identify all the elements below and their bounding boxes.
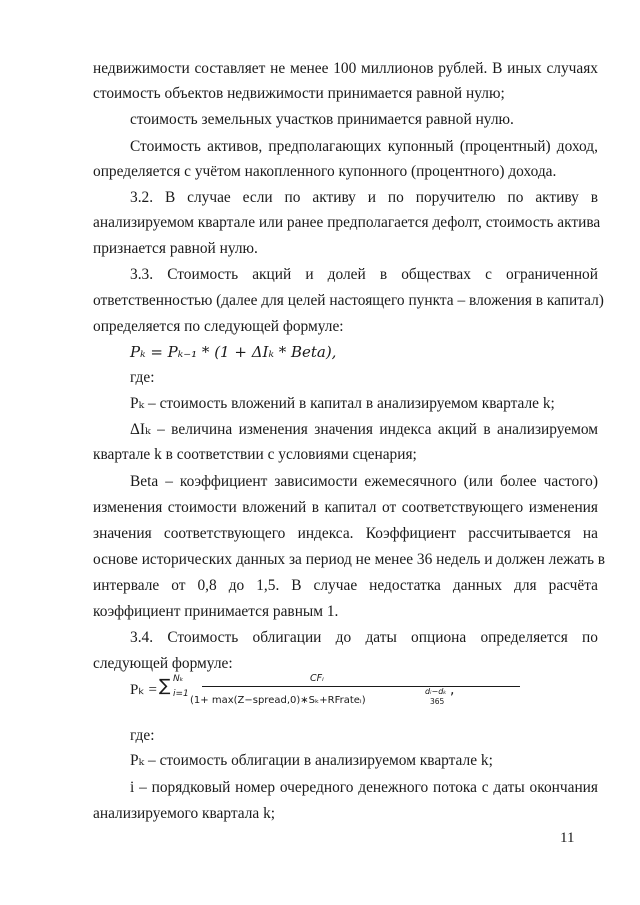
formula-exponent-denominator: 365: [430, 697, 445, 706]
text-line: основе исторических данных за период не менее 36 недель и должен лежать в: [93, 551, 606, 568]
text-line: значения соответствующего индекса. Коэффициент рассчитывается на: [93, 525, 598, 542]
text-line: признается равной нулю.: [93, 240, 258, 257]
formula-equity-value: Pₖ = Pₖ₋₁ * (1 + ΔIₖ * Beta),: [130, 343, 337, 361]
text-line: Beta – коэффициент зависимости ежемесячного (или более частого): [130, 473, 598, 490]
text-line: где:: [130, 727, 155, 744]
sum-upper-limit: Nₖ: [173, 674, 184, 684]
text-line: изменения стоимости вложений в капитал от соответствующего изменения: [93, 499, 598, 516]
text-line: i – порядковый номер очередного денежного потока с даты окончания: [130, 779, 598, 796]
text-line: анализируемом квартале или ранее предполагается дефолт, стоимость актива: [93, 214, 601, 231]
text-line: 3.2. В случае если по активу и по поручителю по активу в: [130, 189, 598, 206]
text-line: стоимость объектов недвижимости принимается равной нулю;: [93, 85, 505, 102]
formula-denominator: (1+ max(Z−spread,0)∗Sₖ+RFrateᵢ): [190, 695, 366, 706]
sum-symbol: ∑: [159, 676, 171, 696]
text-line: ΔIₖ – величина изменения значения индекса акций в анализируемом: [130, 421, 598, 438]
formula-exponent: dᵢ−dₖ: [425, 687, 447, 696]
sum-lower-limit: i=1: [173, 689, 189, 699]
text-line: анализируемого квартала k;: [93, 805, 276, 822]
formula-numerator: CFᵢ: [310, 673, 324, 684]
text-line: следующей формуле:: [93, 655, 233, 672]
text-line: стоимость земельных участков принимается равной нулю.: [130, 111, 514, 128]
text-line: определяется с учётом накопленного купонного (процентного) дохода.: [93, 163, 557, 180]
text-line: ответственностью (далее для целей настоящего пункта – вложения в капитал): [93, 292, 604, 309]
fraction-bar: [202, 686, 520, 687]
text-line: интервале от 0,8 до 1,5. В случае недостатка данных для расчёта: [93, 577, 598, 594]
formula-comma: ,: [450, 682, 455, 698]
text-line: определяется по следующей формуле:: [93, 318, 344, 335]
text-line: недвижимости составляет не менее 100 миллионов рублей. В иных случаях: [93, 60, 598, 77]
text-line: Pₖ – стоимость вложений в капитал в анализируемом квартале k;: [130, 395, 555, 412]
text-line: 3.4. Стоимость облигации до даты опциона определяется по: [130, 629, 598, 646]
formula-lhs: Pₖ =: [130, 682, 157, 698]
text-line: где:: [130, 369, 155, 386]
text-line: квартале k в соответствии с условиями сценария;: [93, 446, 417, 463]
text-line: коэффициент принимается равным 1.: [93, 603, 339, 620]
text-line: 3.3. Стоимость акций и долей в обществах с ограниченной: [130, 266, 598, 283]
text-line: Стоимость активов, предполагающих купонный (процентный) доход,: [130, 138, 598, 155]
text-line: Pₖ – стоимость облигации в анализируемом квартале k;: [130, 752, 493, 769]
page-number: 11: [560, 830, 575, 846]
formula-bond-value: [130, 673, 455, 720]
